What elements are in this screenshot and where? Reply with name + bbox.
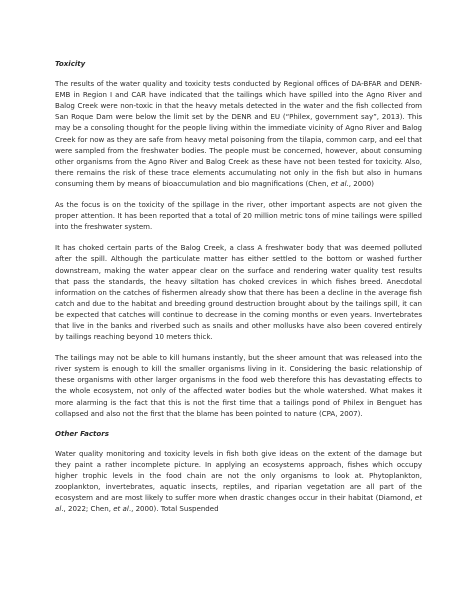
paragraph-water-quality-monitoring: Water quality monitoring and toxicity levels in fish both give ideas on the extent of the damage but they paint a rather incomplete picture. In applying an ecosystems approach, fishes which occupy higher trophic levels in the food chain are not the only organisms to look at. Phytoplankton, zooplankton, invertebrates, aquatic insects, reptiles, and riparian vegetation are all part of the ecosystem and are most likely to suffer more when drastic changes occur in their habitat (Diamond, et al., 2022; Chen, et al., 2000). Total Suspended [55, 448, 422, 514]
paragraph-balog-creek-choked: It has choked certain parts of the Balog Creek, a class A freshwater body that was deemed polluted after the spill. Although the particulate matter has either settled to the bottom or washed further downstream, making the water appear clear on the surface and rendering water quality test results that pass the standards, the heavy siltation has choked crevices in which fishes breed. Anecdotal information on the catches of fishermen already show that there has been a decline in the average fish catch and due to the habitat and breeding ground destruction brought about by the tailings spill, it can be expected that catches will continue to decrease in the coming months or even years. Invertebrates that live in the banks and riverbed such as snails and other mollusks have also been covered entirely by tailings reaching beyond 10 meters thick. [55, 243, 422, 342]
section-heading-other-factors: Other Factors [55, 428, 109, 438]
document-body [55, 58, 422, 524]
paragraph-tailings-effects: The tailings may not be able to kill humans instantly, but the sheer amount that was released into the river system is enough to kill the smaller organisms living in it. Considering the basic relationship of these organisms with other larger organisms in the food web therefore this has devastating effects to the whole ecosystem, not only of the affected water bodies but the whole watershed. What makes it more alarming is the fact that this is not the first time that a tailings pond of Philex in Benguet has collapsed and also not the first that the blame has been pointed to nature (CPA, 2007). [55, 353, 422, 418]
paragraph-toxicity-test-results: The results of the water quality and toxicity tests conducted by Regional offices of DA-BFAR and DENR-EMB in Region I and CAR have indicated that the tailings which have spilled into the Agno River and Balog Creek were non-toxic in that the heavy metals detected in the water and the fish collected from San Roque Dam were below the limit set by the DENR and EU (“Philex, government say”, 2013). This may be a consoling thought for the people living within the immediate vicinity of Agno River and Balog Creek for now as they are safe from heavy metal poisoning from the tilapia, common carp, and eel that were sampled from the freshwater bodies. The people must be concerned, however, about consuming other organisms from the Agno River and Balog Creek as these have not been tested for toxicity. Also, there remains the risk of these trace elements accumulating not only in the fish but also in humans consuming them by means of bioaccumulation and bio magnifications (Chen, et al., 2000) [55, 79, 422, 188]
paragraph-focus-on-toxicity: As the focus is on the toxicity of the spillage in the river, other important aspects are not given the proper attention. It has been reported that a total of 20 million metric tons of mine tailings were spilled into the freshwater system. [55, 200, 422, 232]
section-heading-toxicity: Toxicity [55, 59, 86, 68]
